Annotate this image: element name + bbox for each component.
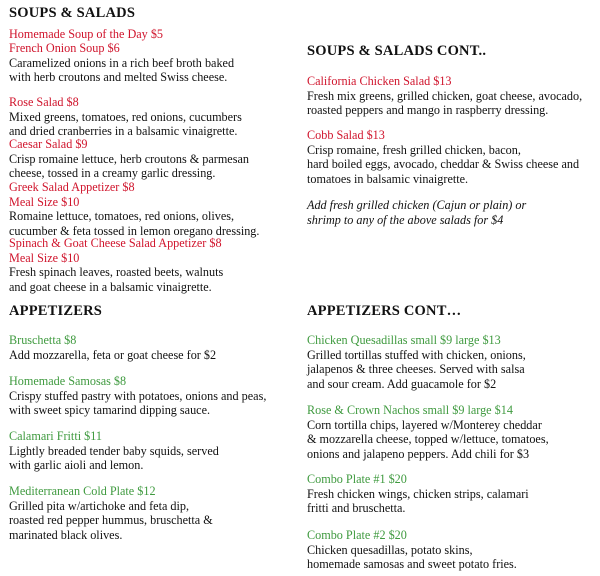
- item-name: Calamari Fritti $11: [9, 429, 102, 443]
- item-name: Rose & Crown Nachos small $9 large $14: [307, 403, 513, 417]
- item-description: cucumber & feta tossed in lemon oregano dressing.: [9, 223, 260, 238]
- item-name: Mediterranean Cold Plate $12: [9, 484, 156, 498]
- menu-item: [9, 333, 216, 362]
- menu-item: [9, 27, 163, 42]
- item-description: roasted red pepper hummus, bruschetta &: [9, 513, 213, 528]
- menu-item: [9, 429, 219, 473]
- item-description: Romaine lettuce, tomatoes, red onions, olives,: [9, 209, 235, 224]
- item-name: Meal Size $10: [9, 250, 80, 265]
- menu-item: [9, 236, 223, 294]
- item-description: Caramelized onions in a rich beef broth baked: [9, 55, 235, 70]
- item-description: and dried cranberries in a balsamic vinaigrette.: [9, 124, 238, 139]
- item-description: homemade samosas and sweet potato fries.: [307, 557, 517, 572]
- item-description: fritti and bruschetta.: [307, 501, 406, 516]
- section-title: SOUPS & SALADS CONT..: [307, 43, 487, 59]
- item-description: onions and jalapeno peppers. Add chili for $3: [307, 446, 530, 461]
- menu-item: [9, 41, 234, 85]
- item-description: Corn tortilla chips, layered w/Monterey cheddar: [307, 417, 542, 432]
- item-description: roasted peppers and mango in raspberry dressing.: [307, 103, 549, 118]
- note-line: shrimp to any of the above salads for $4: [307, 212, 504, 227]
- item-name: Caesar Salad $9: [9, 137, 88, 151]
- item-description: hard boiled eggs, avocado, cheddar & Swiss cheese and: [307, 157, 580, 172]
- item-name: Homemade Soup of the Day $5: [9, 27, 164, 41]
- item-name: Greek Salad Appetizer $8: [9, 180, 135, 194]
- item-description: with sweet spicy tamarind dipping sauce.: [9, 403, 211, 418]
- item-description: Fresh mix greens, grilled chicken, goat cheese, avocado,: [307, 88, 583, 103]
- section-title: APPETIZERS: [9, 303, 103, 319]
- menu-item: [9, 374, 266, 418]
- item-description: Grilled pita w/artichoke and feta dip,: [9, 498, 190, 513]
- menu-item: [9, 137, 249, 181]
- menu-item: [307, 128, 579, 186]
- item-description: & mozzarella cheese, topped w/lettuce, tomatoes,: [307, 432, 549, 447]
- item-name: Meal Size $10: [9, 194, 80, 209]
- menu-item: [307, 528, 517, 572]
- item-name: Rose Salad $8: [9, 95, 79, 109]
- item-name: Homemade Samosas $8: [9, 374, 127, 388]
- section-title: APPETIZERS CONT…: [307, 303, 462, 319]
- item-description: Mixed greens, tomatoes, red onions, cucumbers: [9, 109, 242, 124]
- menu-item: [307, 403, 549, 461]
- item-name: Combo Plate #1 $20: [307, 472, 407, 486]
- item-description: and goat cheese in a balsamic vinaigrette.: [9, 279, 212, 294]
- item-description: cheese, tossed in a creamy garlic dressing.: [9, 166, 216, 181]
- menu-item: [9, 95, 242, 139]
- item-description: Grilled tortillas stuffed with chicken, onions,: [307, 347, 526, 362]
- menu-item: [307, 333, 526, 391]
- item-name: California Chicken Salad $13: [307, 74, 452, 88]
- item-description: Crisp romaine, fresh grilled chicken, bacon,: [307, 142, 521, 157]
- item-description: Crispy stuffed pastry with potatoes, onions and peas,: [9, 388, 267, 403]
- item-description: Lightly breaded tender baby squids, served: [9, 443, 219, 458]
- item-description: Chicken quesadillas, potato skins,: [307, 542, 473, 557]
- menu-item: [9, 484, 213, 542]
- item-description: and sour cream. Add guacamole for $2: [307, 376, 497, 391]
- item-description: Fresh chicken wings, chicken strips, calamari: [307, 486, 529, 501]
- item-name: Spinach & Goat Cheese Salad Appetizer $8: [9, 236, 222, 250]
- menu-item: [307, 472, 529, 516]
- item-description: tomatoes in balsamic vinaigrette.: [307, 171, 469, 186]
- note-line: Add fresh grilled chicken (Cajun or plain) or: [307, 198, 527, 212]
- menu-item: [9, 180, 259, 238]
- section-title: SOUPS & SALADS: [9, 5, 136, 21]
- item-description: with garlic aioli and lemon.: [9, 458, 144, 473]
- item-description: Fresh spinach leaves, roasted beets, walnuts: [9, 265, 224, 280]
- item-description: Crisp romaine lettuce, herb croutons & parmesan: [9, 151, 249, 166]
- item-name: Cobb Salad $13: [307, 128, 385, 142]
- item-name: French Onion Soup $6: [9, 41, 120, 55]
- item-description: with herb croutons and melted Swiss cheese.: [9, 70, 228, 85]
- item-name: Combo Plate #2 $20: [307, 528, 407, 542]
- menu-item: [307, 74, 582, 118]
- salad-addon-note: [307, 198, 526, 227]
- item-description: marinated black olives.: [9, 527, 123, 542]
- item-name: Bruschetta $8: [9, 333, 77, 347]
- item-name: Chicken Quesadillas small $9 large $13: [307, 333, 501, 347]
- item-description: jalapenos & three cheeses. Served with salsa: [307, 362, 525, 377]
- item-description: Add mozzarella, feta or goat cheese for $2: [9, 347, 217, 362]
